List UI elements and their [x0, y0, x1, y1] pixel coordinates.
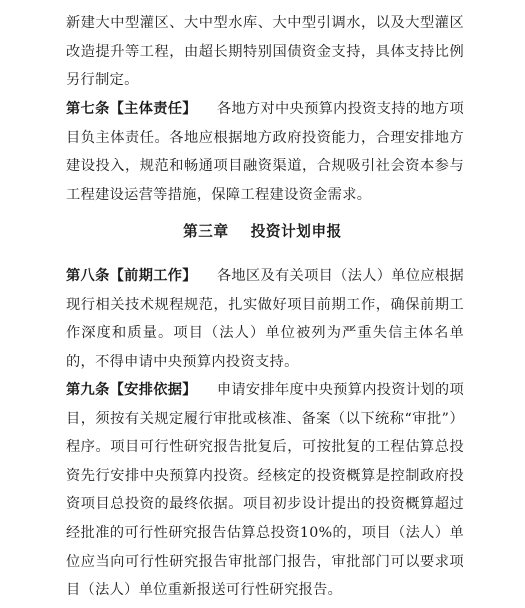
paragraph-article-6-continued: [66, 9, 464, 95]
paragraph-article-9: [66, 376, 464, 605]
paragraph-article-8: [66, 262, 464, 376]
paragraph-text: 申请安排年度中央预算内投资计划的项目，须按有关规定履行审批或核准、备案（以下统称“审批”）程序。项目可行性研究报告批复后，可按批复的工程估算总投资先行安排中央预算内投资。经核定的投资概算是控制政府投资项目总投资的最终依据。项目初步设计提出的投资概算超过经批准的可行性研究报告估算总投资10%的，项目（法人）单位应当向可行性研究报告审批部门报告，审批部门可以要求项目（法人）单位重新报送可行性研究报告。: [66, 382, 464, 599]
article-heading: 第八条【前期工作】: [66, 268, 197, 284]
article-heading: 第七条【主体责任】: [66, 101, 197, 117]
chapter-number: 第三章: [183, 223, 229, 240]
chapter-heading: [0, 218, 525, 246]
chapter-title: 投资计划申报: [250, 223, 342, 240]
paragraph-text: 各地方对中央预算内投资支持的地方项目负主体责任。各地应根据地方政府投资能力，合理安排地方建设投入，规范和畅通项目融资渠道，合规吸引社会资本参与工程建设运营等措施，保障工程建设资金需求。: [66, 101, 464, 203]
article-heading: 第九条【安排依据】: [66, 382, 197, 398]
paragraph-article-7: [66, 95, 464, 209]
paragraph-text: 新建大中型灌区、大中型水库、大中型引调水，以及大型灌区改造提升等工程，由超长期特别国债资金支持，具体支持比例另行制定。: [66, 15, 464, 89]
paragraph-text: 各地区及有关项目（法人）单位应根据现行相关技术规程规范，扎实做好项目前期工作，确保前期工作深度和质量。项目（法人）单位被列为严重失信主体名单的，不得申请中央预算内投资支持。: [66, 268, 464, 370]
